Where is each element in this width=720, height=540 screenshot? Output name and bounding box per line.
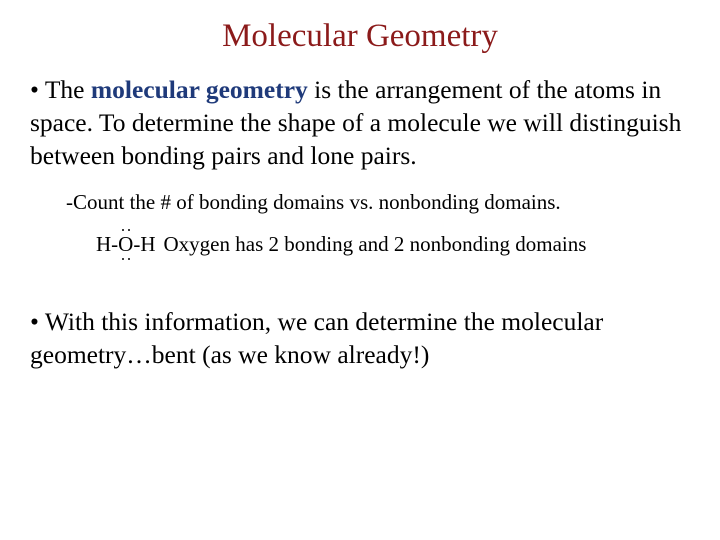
molecule-description: Oxygen has 2 bonding and 2 nonbonding domains [163, 232, 587, 256]
slide-title: Molecular Geometry [222, 18, 498, 54]
lone-pair-top-icon [122, 229, 130, 232]
sub-point-count-domains: -Count the # of bonding domains vs. nonbonding domains. [66, 190, 561, 214]
lewis-formula [96, 229, 156, 259]
bullet-conclusion [30, 305, 700, 371]
bullet1-rest-text: is the arrangement of the atoms in space. To determine the shape of a molecule we will distinguish between bonding pairs and lone pairs. [30, 75, 682, 170]
left-hydrogen: H- [96, 232, 119, 256]
right-hydrogen: -H [133, 232, 156, 256]
bullet1-lead-text: The [44, 75, 91, 104]
bullet2-text: With this information, we can determine the molecular geometry…bent (as we know already!) [30, 307, 604, 369]
bullet-geometry-definition [30, 73, 700, 172]
lone-pair-bottom-icon [122, 258, 130, 261]
water-molecule-example [96, 229, 586, 259]
oxygen-atom [118, 229, 133, 259]
bullet-marker: • [30, 75, 39, 104]
oxygen-symbol: O [118, 232, 134, 256]
emphasized-term: molecular geometry [90, 75, 308, 104]
bullet-marker: • [30, 307, 39, 336]
